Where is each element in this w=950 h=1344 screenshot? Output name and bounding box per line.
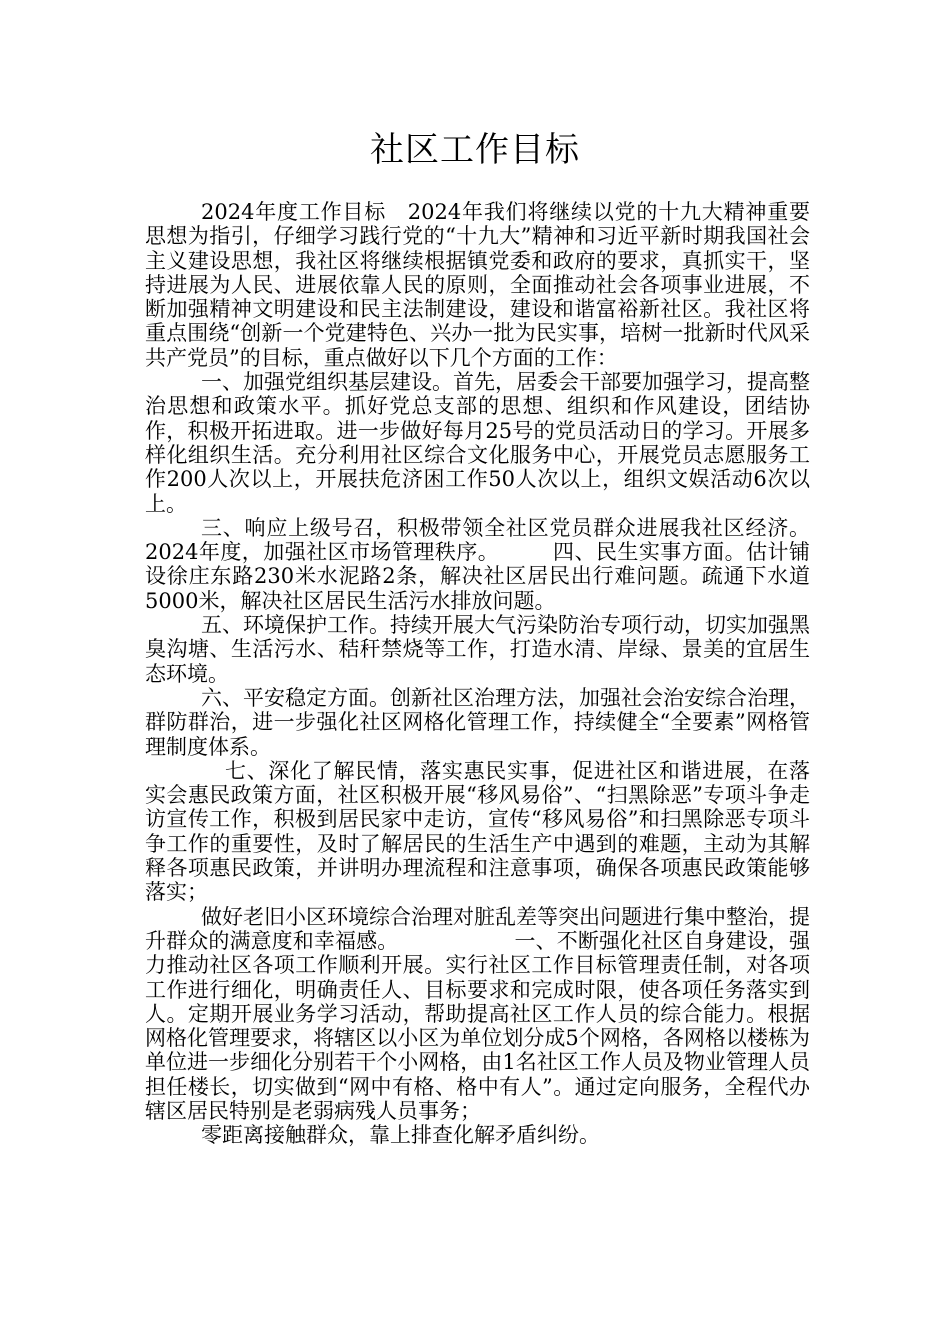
paragraph-dispute-resolution: 零距离接触群众，靠上排查化解矛盾纠纷。 [201, 1123, 600, 1148]
paragraph-party-building: 一、加强党组织基层建设。首先，居委会干部要加强学习，提高整治思想和政策水平。抓好党总支部的思想、组织和作风建设，团结协作，积极开拓进取。进一步做好每月25号的党员活动日的学习。开展多样化组织生活。充分利用社区综合文化服务中心，开展党员志愿服务工作200人次以上，开展扶危济困工作50人次以上，组织文娱活动6次以上。 [145, 370, 810, 516]
paragraph-environment: 五、环境保护工作。持续开展大气污染防治专项行动，切实加强黑臭沟塘、生活污水、秸秆禁烧等工作，打造水清、岸绿、景美的宜居生态环境。 [145, 613, 810, 686]
document-title: 社区工作目标 [370, 130, 580, 170]
paragraph-safety-stability: 六、平安稳定方面。创新社区治理方法，加强社会治安综合治理，群防群治，进一步强化社区网格化管理工作，持续健全“全要素”网格管理制度体系。 [145, 685, 810, 759]
paragraph-public-welfare: 七、深化了解民情，落实惠民实事，促进社区和谐进展，在落实会惠民政策方面，社区积极开展“移风易俗”、“扫黑除恶”专项斗争走访宣传工作，积极到居民家中走访，宣传“移风易俗”和扫黑除恶专项斗争工作的重要性，及时了解居民的生活生产中遇到的难题，主动为其解释各项惠民政策，并讲明办理流程和注意事项，确保各项惠民政策能够落实； [145, 758, 810, 905]
paragraph-annual-goals: 2024年度工作目标 2024年我们将继续以党的十九大精神重要思想为指引，仔细学习践行党的“十九大”精神和习近平新时期我国社会主义建设思想，我社区将继续根据镇党委和政府的要求，真抓实干，坚持进展为人民、进展依靠人民的原则，全面推动社会各项事业进展，不断加强精神文明建设和民主法制建设，建设和谐富裕新社区。我社区将重点围绕“创新一个党建特色、兴办一批为民实事，培树一批新时代风采共产党员”的目标，重点做好以下几个方面的工作： [145, 200, 810, 370]
paragraph-economy-livelihood: 三、响应上级号召，积极带领全社区党员群众进展我社区经济。2024年度，加强社区市场管理秩序。 四、民生实事方面。估计铺设徐庄东路230米水泥路2条，解决社区居民出行难问题。疏通下水道5000米，解决社区居民生活污水排放问题。 [145, 515, 810, 613]
document-body [145, 200, 810, 1148]
paragraph-community-building: 做好老旧小区环境综合治理对脏乱差等突出问题进行集中整治，提升群众的满意度和幸福感。 一、不断强化社区自身建设，强力推动社区各项工作顺利开展。实行社区工作目标管理责任制，对各项工作进行细化，明确责任人、目标要求和完成时限，使各项任务落实到人。定期开展业务学习活动，帮助提高社区工作人员的综合能力。根据网格化管理要求，将辖区以小区为单位划分成5个网格，各网格以楼栋为单位进一步细化分别若干个小网格，由1名社区工作人员及物业管理人员担任楼长，切实做到“网中有格、格中有人”。通过定向服务，全程代办辖区居民特别是老弱病残人员事务； [145, 904, 810, 1123]
